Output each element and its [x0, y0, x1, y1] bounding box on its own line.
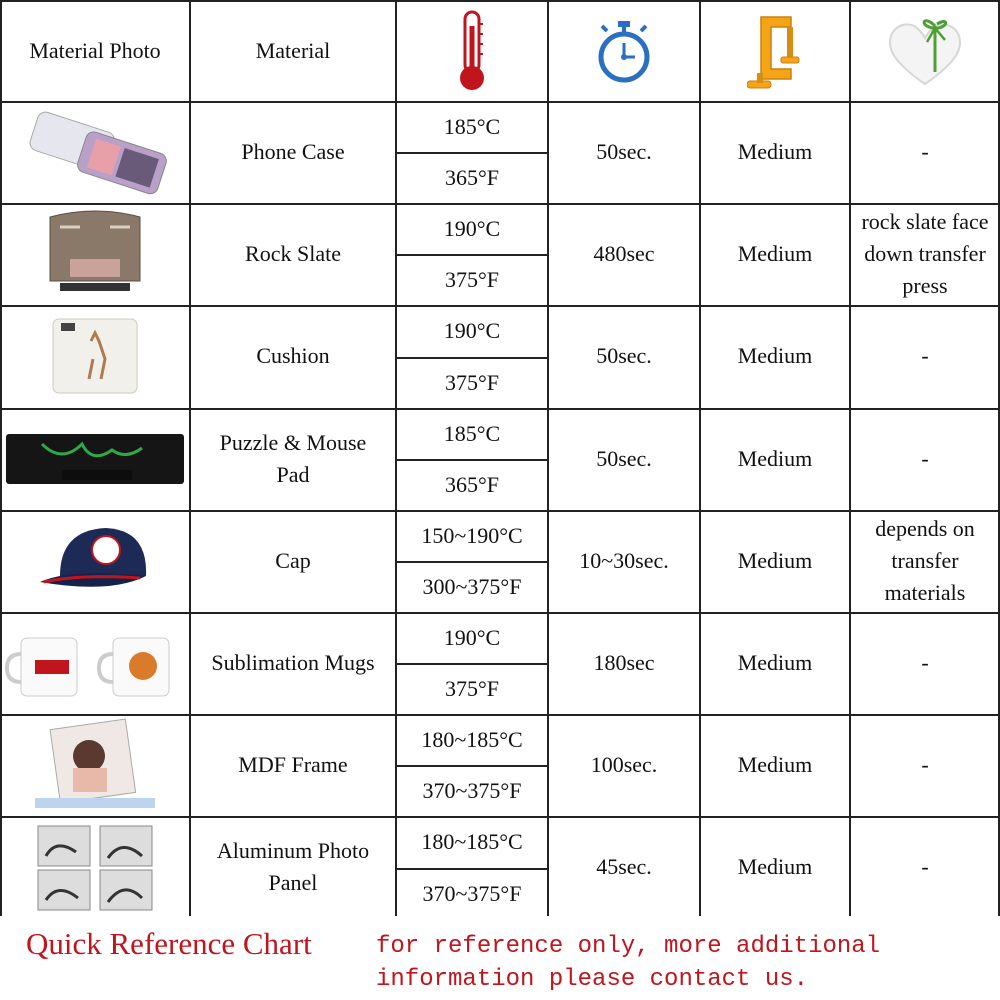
pressure-level: Medium	[737, 854, 813, 879]
grid-col-4	[699, 0, 701, 916]
heart-gift-icon	[883, 12, 967, 90]
material-name: Puzzle & Mouse Pad	[219, 430, 367, 487]
mugs-photo	[2, 614, 188, 712]
grid-col-2	[395, 0, 397, 916]
footer-title: Quick Reference Chart	[26, 926, 312, 961]
grid-temp-separator	[396, 152, 548, 154]
temperature-fahrenheit: 370~375°F	[422, 777, 522, 803]
header-note	[850, 0, 1000, 102]
pressure-level: Medium	[737, 139, 813, 164]
pressure-level: Medium	[737, 241, 813, 266]
clamp-icon	[747, 11, 803, 91]
mdf-frame-photo	[2, 716, 188, 814]
pressure-level: Medium	[737, 446, 813, 471]
material-name: Rock Slate	[245, 241, 341, 266]
transfer-note: rock slate face down transfer press	[861, 209, 989, 298]
temperature-fahrenheit: 375°F	[444, 369, 500, 395]
header-material-photo: Material Photo	[29, 38, 161, 63]
material-name: Phone Case	[241, 139, 345, 164]
grid-row-separator	[0, 305, 1000, 307]
grid-row-separator	[0, 612, 1000, 614]
temperature-fahrenheit: 370~375°F	[422, 880, 522, 906]
temperature-celsius: 180~185°C	[421, 726, 523, 752]
grid-temp-separator	[396, 254, 548, 256]
grid-left	[0, 0, 2, 916]
header-time	[548, 0, 700, 102]
press-time: 100sec.	[590, 752, 658, 777]
pressure-level: Medium	[737, 650, 813, 675]
thermometer-icon	[452, 8, 492, 94]
grid-col-3	[547, 0, 549, 916]
temperature-celsius: 190°C	[443, 624, 501, 650]
press-time: 45sec.	[596, 854, 652, 879]
transfer-note: -	[921, 446, 929, 471]
temperature-fahrenheit: 375°F	[444, 675, 500, 701]
grid-temp-separator	[396, 459, 548, 461]
temperature-celsius: 150~190°C	[421, 522, 523, 548]
material-name: Cap	[275, 548, 311, 573]
temperature-fahrenheit: 365°F	[444, 164, 500, 190]
grid-temp-separator	[396, 561, 548, 563]
transfer-note: -	[921, 650, 929, 675]
header-pressure	[700, 0, 850, 102]
press-time: 50sec.	[596, 343, 652, 368]
temperature-fahrenheit: 375°F	[444, 266, 500, 292]
material-name: Sublimation Mugs	[211, 650, 375, 675]
phone-case-photo	[2, 103, 188, 201]
press-time: 480sec	[593, 241, 655, 266]
press-time: 50sec.	[596, 139, 652, 164]
transfer-note: -	[921, 752, 929, 777]
temperature-celsius: 180~185°C	[421, 828, 523, 854]
press-time: 10~30sec.	[579, 548, 669, 573]
press-time: 180sec	[593, 650, 655, 675]
cushion-photo	[2, 307, 188, 405]
pressure-level: Medium	[737, 548, 813, 573]
grid-temp-separator	[396, 765, 548, 767]
grid-row-separator	[0, 510, 1000, 512]
header-temperature	[396, 0, 548, 102]
grid-col-1	[189, 0, 191, 916]
temperature-celsius: 190°C	[443, 215, 501, 241]
transfer-note: -	[921, 139, 929, 164]
aluminum-panel-photo	[2, 818, 188, 916]
temperature-celsius: 185°C	[443, 113, 501, 139]
pressure-level: Medium	[737, 343, 813, 368]
cap-photo	[2, 512, 188, 610]
grid-row-separator	[0, 714, 1000, 716]
temperature-fahrenheit: 365°F	[444, 471, 500, 497]
grid-temp-separator	[396, 357, 548, 359]
grid-temp-separator	[396, 868, 548, 870]
grid-row-separator	[0, 101, 1000, 103]
press-time: 50sec.	[596, 446, 652, 471]
footer-note: for reference only, more additional information please contact us.	[376, 933, 881, 993]
transfer-note: -	[921, 854, 929, 879]
rock-slate-photo	[2, 205, 188, 303]
pressure-level: Medium	[737, 752, 813, 777]
material-name: Cushion	[256, 343, 330, 368]
grid-col-5	[849, 0, 851, 916]
temperature-fahrenheit: 300~375°F	[422, 573, 522, 599]
temperature-celsius: 185°C	[443, 420, 501, 446]
material-name: Aluminum Photo Panel	[216, 838, 370, 895]
grid-row-separator	[0, 816, 1000, 818]
transfer-note: depends on transfer materials	[875, 516, 975, 605]
material-name: MDF Frame	[238, 752, 348, 777]
transfer-note: -	[921, 343, 929, 368]
temperature-celsius: 190°C	[443, 317, 501, 343]
grid-temp-separator	[396, 663, 548, 665]
grid-row-separator	[0, 203, 1000, 205]
grid-row-separator	[0, 408, 1000, 410]
header-material: Material	[255, 38, 331, 63]
mouse-pad-photo	[2, 410, 188, 508]
stopwatch-icon	[593, 19, 655, 83]
